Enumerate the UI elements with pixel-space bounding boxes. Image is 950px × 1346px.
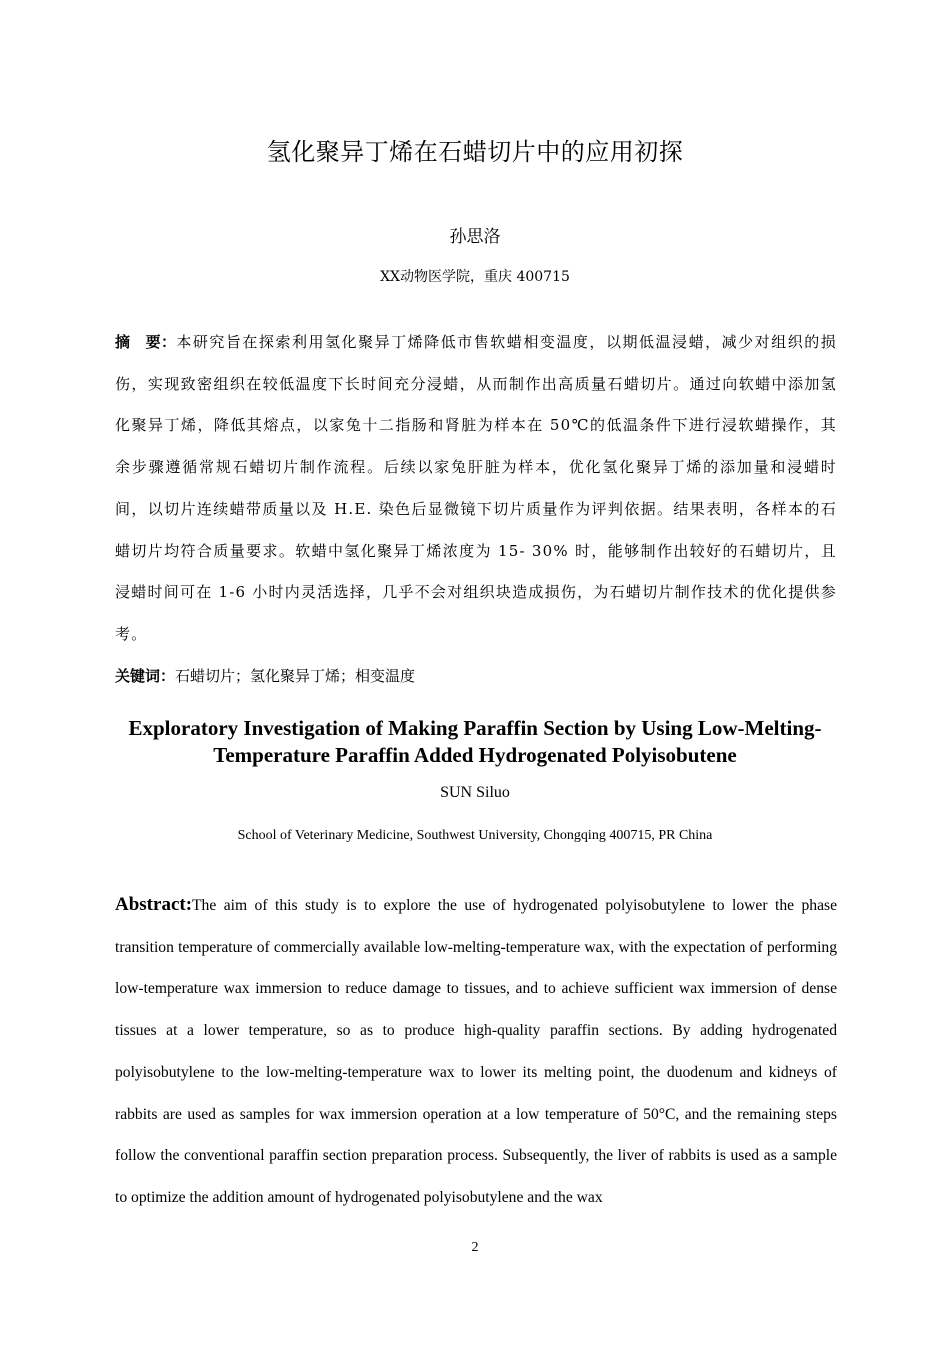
english-title: Exploratory Investigation of Making Paraffin Section by Using Low-Melting-Temperature Paraffin Added Hydrogenated Polyisobutene bbox=[128, 716, 822, 767]
chinese-abstract bbox=[115, 322, 837, 656]
english-affiliation: School of Veterinary Medicine, Southwest University, Chongqing 400715, PR China bbox=[237, 828, 713, 843]
english-abstract-label: Abstract: bbox=[115, 894, 193, 915]
chinese-title: 氢化聚异丁烯在石蜡切片中的应用初探 bbox=[266, 138, 684, 166]
english-author: SUN Siluo bbox=[440, 784, 510, 801]
chinese-affiliation: XX动物医学院，重庆 400715 bbox=[380, 269, 570, 285]
english-abstract-text: The aim of this study is to explore the use of hydrogenated polyisobutylene to lower the phase transition temperature of commercially available low-melting-temperature wax, with the expectation of performing low-temperature wax immersion to reduce damage to tissues, and to achieve sufficient wax immersion of dense tissues at a lower temperature, so as to produce high-quality paraffin sections. By adding hydrogenated polyisobutylene to the low-melting-temperature wax to lower its melting point, the duodenum and kidneys of rabbits are used as samples for wax immersion operation at a low temperature of 50°C, and the remaining steps follow the conventional paraffin section preparation process. Subsequently, the liver of rabbits is used as a sample to optimize the addition amount of hydrogenated polyisobutylene and the wax bbox=[115, 897, 837, 1206]
chinese-keywords bbox=[115, 662, 837, 690]
english-abstract bbox=[115, 884, 837, 1219]
page-number: 2 bbox=[471, 1240, 479, 1255]
chinese-keywords-label: 关键词： bbox=[115, 667, 176, 685]
chinese-abstract-text: 本研究旨在探索利用氢化聚异丁烯降低市售软蜡相变温度，以期低温浸蜡，减少对组织的损伤，实现致密组织在较低温度下长时间充分浸蜡，从而制作出高质量石蜡切片。通过向软蜡中添加氢化聚异丁烯，降低其熔点，以家兔十二指肠和肾脏为样本在 50℃的低温条件下进行浸软蜡操作，其余步骤遵循常规石蜡切片制作流程。后续以家兔肝脏为样本，优化氢化聚异丁烯的添加量和浸蜡时间，以切片连续蜡带质量以及 H.E. 染色后显微镜下切片质量作为评判依据。结果表明，各样本的石蜡切片均符合质量要求。软蜡中氢化聚异丁烯浓度为 15- 30% 时，能够制作出较好的石蜡切片，且浸蜡时间可在 1-6 小时内灵活选择，几乎不会对组织块造成损伤，为石蜡切片制作技术的优化提供参考。 bbox=[115, 333, 837, 643]
chinese-keywords-text: 石蜡切片；氢化聚异丁烯；相变温度 bbox=[175, 667, 416, 685]
chinese-abstract-label: 摘 要： bbox=[115, 333, 177, 351]
chinese-author: 孙思洛 bbox=[449, 227, 501, 247]
